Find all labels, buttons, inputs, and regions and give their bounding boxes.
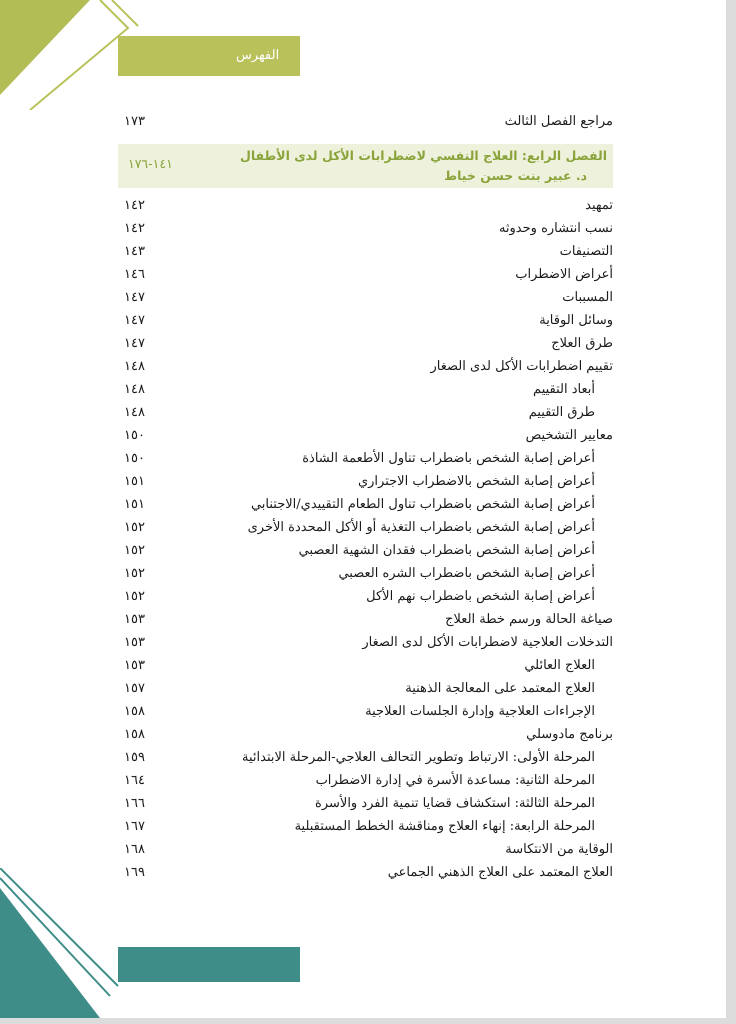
toc-page-number: ١٥٣ bbox=[124, 658, 145, 673]
toc-row bbox=[118, 654, 613, 677]
toc-row bbox=[118, 493, 613, 516]
toc-title: المرحلة الأولى: الارتباط وتطوير التحالف العلاجي-المرحلة الابتدائية bbox=[242, 750, 595, 765]
toc-title: الإجراءات العلاجية وإدارة الجلسات العلاجية bbox=[365, 704, 595, 719]
toc-title: تقييم اضطرابات الأكل لدى الصغار bbox=[430, 359, 613, 374]
toc-row bbox=[118, 746, 613, 769]
toc-row bbox=[118, 585, 613, 608]
toc-title: أعراض إصابة الشخص باضطراب التغذية أو الأكل المحددة الأخرى bbox=[247, 520, 595, 535]
index-header-band bbox=[118, 36, 300, 76]
toc-title: معايير التشخيص bbox=[525, 428, 613, 443]
toc-page-number: ١٥١ bbox=[124, 497, 145, 512]
toc-title: طرق التقييم bbox=[528, 405, 595, 420]
toc-row bbox=[118, 539, 613, 562]
toc-row bbox=[118, 562, 613, 585]
toc-page-number: ١٦٩ bbox=[124, 865, 145, 880]
toc-page-number: ١٥٩ bbox=[124, 750, 145, 765]
toc-page-number: ١٥٢ bbox=[124, 543, 145, 558]
toc-row bbox=[118, 723, 613, 746]
toc-row bbox=[118, 470, 613, 493]
toc-page-number: ١٧٣ bbox=[124, 114, 145, 129]
toc-row bbox=[118, 217, 613, 240]
toc-page-number: ١٥٠ bbox=[124, 428, 145, 443]
toc-page-number: ١٤٢ bbox=[124, 221, 145, 236]
toc-page-number: ١٥٢ bbox=[124, 566, 145, 581]
toc-page-number: ١٥٧ bbox=[124, 681, 145, 696]
toc-page-number: ١٥٣ bbox=[124, 612, 145, 627]
toc-row bbox=[118, 286, 613, 309]
toc-page-number: ١٦٤ bbox=[124, 773, 145, 788]
footer-band bbox=[118, 947, 300, 982]
toc-page-number: ١٥٨ bbox=[124, 727, 145, 742]
toc-title: صياغة الحالة ورسم خطة العلاج bbox=[445, 612, 613, 627]
toc-row bbox=[118, 401, 613, 424]
toc-title: أعراض إصابة الشخص باضطراب تناول الأطعمة الشاذة bbox=[302, 451, 595, 466]
toc-title: العلاج المعتمد على المعالجة الذهنية bbox=[405, 681, 595, 696]
toc-page-number: ١٦٧ bbox=[124, 819, 145, 834]
toc-page-number: ١٤٦ bbox=[124, 267, 145, 282]
toc-page-number: ١٤٢ bbox=[124, 198, 145, 213]
toc-title: أعراض إصابة الشخص باضطراب تناول الطعام التقييدي/الاجتنابي bbox=[250, 497, 595, 512]
index-header-label: الفهرس bbox=[236, 48, 280, 63]
toc-page-number: ١٥٣ bbox=[124, 635, 145, 650]
toc-page-number: ١٥٢ bbox=[124, 589, 145, 604]
toc-row bbox=[118, 240, 613, 263]
toc-row bbox=[118, 194, 613, 217]
toc-page-number: ١٦٨ bbox=[124, 842, 145, 857]
toc-title: أعراض إصابة الشخص باضطراب نهم الأكل bbox=[366, 589, 595, 604]
toc-title: أبعاد التقييم bbox=[533, 382, 595, 397]
toc-title: العلاج العائلي bbox=[524, 658, 595, 673]
toc-page-number: ١٤٧ bbox=[124, 336, 145, 351]
toc-page-number: ١٤٨ bbox=[124, 359, 145, 374]
table-of-contents bbox=[118, 110, 613, 884]
toc-row bbox=[118, 838, 613, 861]
toc-row bbox=[118, 815, 613, 838]
toc-title: المرحلة الثالثة: استكشاف قضايا تنمية الفرد والأسرة bbox=[315, 796, 595, 811]
toc-title: برنامج مادوسلي bbox=[526, 727, 613, 742]
toc-title: طرق العلاج bbox=[551, 336, 613, 351]
toc-title: أعراض إصابة الشخص باضطراب الشره العصبي bbox=[338, 566, 595, 581]
toc-page-number: ١٤٧ bbox=[124, 290, 145, 305]
toc-title: المرحلة الرابعة: إنهاء العلاج ومناقشة الخطط المستقبلية bbox=[294, 819, 595, 834]
toc-row bbox=[118, 424, 613, 447]
toc-page-number: ١٤٣ bbox=[124, 244, 145, 259]
toc-row bbox=[118, 447, 613, 470]
toc-row bbox=[118, 309, 613, 332]
toc-title: الوقاية من الانتكاسة bbox=[505, 842, 613, 857]
toc-row bbox=[118, 769, 613, 792]
toc-row bbox=[118, 631, 613, 654]
toc-row bbox=[118, 792, 613, 815]
toc-title: أعراض إصابة الشخص بالاضطراب الاجتراري bbox=[357, 474, 595, 489]
toc-title: نسب انتشاره وحدوثه bbox=[498, 221, 613, 236]
toc-title: التدخلات العلاجية لاضطرابات الأكل لدى الصغار bbox=[362, 635, 613, 650]
toc-title: مراجع الفصل الثالث bbox=[504, 114, 613, 129]
chapter-author: د. عبير بنت حسن خياط bbox=[444, 168, 587, 183]
toc-page-number: ١٥٨ bbox=[124, 704, 145, 719]
bottom-left-corner-decoration bbox=[0, 868, 140, 1018]
toc-page-number: ١٤٧ bbox=[124, 313, 145, 328]
toc-row bbox=[118, 355, 613, 378]
toc-row bbox=[118, 677, 613, 700]
toc-row bbox=[118, 608, 613, 631]
chapter-heading bbox=[118, 144, 613, 188]
toc-row bbox=[118, 378, 613, 401]
toc-page-number: ١٤٨ bbox=[124, 382, 145, 397]
toc-page-number: ١٤٨ bbox=[124, 405, 145, 420]
toc-title: المسببات bbox=[562, 290, 613, 305]
toc-page-number: ١٥٢ bbox=[124, 520, 145, 535]
toc-title: وسائل الوقاية bbox=[539, 313, 613, 328]
chapter-title: الفصل الرابع: العلاج النفسي لاضطرابات الأكل لدى الأطفال bbox=[239, 148, 607, 163]
toc-row bbox=[118, 700, 613, 723]
toc-row-previous-references bbox=[118, 110, 613, 133]
toc-page-number: ١٦٦ bbox=[124, 796, 145, 811]
toc-title: المرحلة الثانية: مساعدة الأسرة في إدارة الاضطراب bbox=[315, 773, 595, 788]
toc-row bbox=[118, 516, 613, 539]
toc-title: أعراض الاضطراب bbox=[515, 267, 613, 282]
toc-title: أعراض إصابة الشخص باضطراب فقدان الشهية العصبي bbox=[298, 543, 595, 558]
chapter-page-range: ١٤١-١٧٦ bbox=[128, 156, 173, 171]
toc-row bbox=[118, 332, 613, 355]
toc-page-number: ١٥١ bbox=[124, 474, 145, 489]
toc-row bbox=[118, 861, 613, 884]
toc-entries bbox=[118, 194, 613, 884]
toc-page-number: ١٥٠ bbox=[124, 451, 145, 466]
toc-title: العلاج المعتمد على العلاج الذهني الجماعي bbox=[387, 865, 613, 880]
toc-title: تمهيد bbox=[585, 198, 613, 213]
toc-title: التصنيفات bbox=[559, 244, 613, 259]
toc-row bbox=[118, 263, 613, 286]
